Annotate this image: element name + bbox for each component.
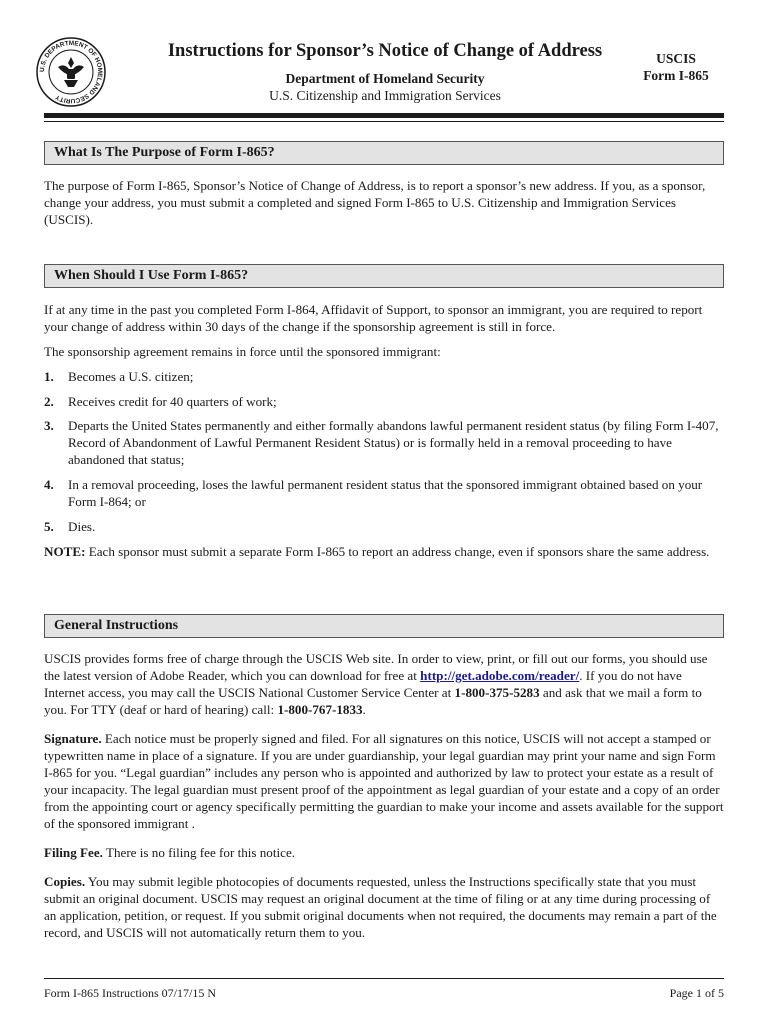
department-name: Department of Homeland Security [285,71,485,86]
header-divider-thick [44,113,724,118]
signature-text: Each notice must be properly signed and filed. For all signatures on this notice, USCIS will not accept a stamped or typewritten name in place of a signature. If you are under guardianship, your legal guardian may print your name and sign Form I-865 for you. “Legal guardian” includes any person who is appointed and authorized by law to protect your estate as a result of your incapacity. The legal guardian must present proof of the appointment as legal guardian of your estate and a copy of an order from the appointing court or agency specifically permitting the guardian to make your income and assets available for the support of the sponsored immigrant . [44,731,724,831]
dhs-seal-icon [36,37,106,107]
general-text: and ask that we mail a form to you. For TTY (deaf or hard of hearing) call: [44,684,702,717]
list-item [44,519,724,536]
section-heading-purpose: What Is The Purpose of Form I-865? [44,141,724,165]
filing-fee-paragraph [44,845,724,862]
adobe-reader-link[interactable]: http://get.adobe.com/reader/ [420,667,580,683]
section-heading-when: When Should I Use Form I-865? [44,264,724,288]
list-item-number: 4. [44,477,54,492]
list-item-text: Becomes a U.S. citizen; [68,369,194,384]
form-number: Form I-865 [643,68,709,83]
signature-paragraph [44,731,724,832]
list-item [44,418,724,469]
list-item [44,477,724,511]
list-item-text: Receives credit for 40 quarters of work; [68,394,277,409]
note-paragraph [44,544,724,561]
general-text: USCIS provides forms free of charge through the USCIS Web site. In order to view, print, or fill out our forms, you should use the latest version of Adobe Reader, which you can download for free at [44,651,708,683]
general-text: . If you do not have Internet access, you may call the USCIS National Customer Service Center at [44,667,682,700]
copies-text: You may submit legible photocopies of documents requested, unless the Instructions specifically state that you must submit an original document. USCIS may request an original document at the time of filing or at any time during processing of an application, petition, or request. If you submit original documents when not required, the documents may remain a part of the record, and USCIS will not automatically return them to you. [44,874,717,940]
signature-label: Signature. [44,731,102,746]
header-divider-thin [44,121,724,122]
page-header [0,0,770,112]
seal-text: U.S. DEPARTMENT OF HOMELAND SECURITY [38,39,104,105]
tty-phone: 1-800-767-1833 [277,701,363,717]
section-heading-general: General Instructions [44,614,724,638]
list-item-text: In a removal proceeding, loses the lawful permanent resident status that the sponsored immigrant obtained based on your Form I-864; or [68,477,703,509]
list-item [44,369,724,386]
agency-name: U.S. Citizenship and Immigration Services [269,88,501,103]
footer-page-number: Page 1 of 5 [669,986,724,1000]
filing-fee-text: There is no filing fee for this notice. [102,845,296,860]
agency-abbreviation: USCIS [656,51,696,66]
note-label: NOTE: [44,544,86,559]
general-text: . [362,701,366,717]
list-item-text: Dies. [68,519,96,534]
copies-paragraph [44,874,724,942]
list-item-number: 3. [44,418,54,433]
customer-service-phone: 1-800-375-5283 [454,684,540,700]
list-item-number: 5. [44,519,54,534]
list-item-text: Departs the United States permanently and either formally abandons lawful permanent resident status (by filing Form I-407, Record of Abandonment of Lawful Permanent Resident Status) or is formally held in a removal proceeding to have abandoned that status; [68,418,719,467]
list-item [44,394,724,411]
form-id-block [628,50,724,84]
when-paragraph-1: If at any time in the past you completed Form I-864, Affidavit of Support, to sponsor an immigrant, you are required to report your change of address within 30 days of the change if the sponsorship agreement is still in force. [44,302,703,334]
when-paragraph-2: The sponsorship agreement remains in force until the sponsored immigrant: [44,344,441,359]
list-item-number: 1. [44,369,54,384]
copies-label: Copies. [44,874,86,889]
purpose-paragraph: The purpose of Form I-865, Sponsor’s Notice of Change of Address, is to report a sponsor’s new address. If you, as a sponsor, change your address, you must submit a completed and signed Form I-865 to U.S. Citizenship and Immigration Services (USCIS). [44,178,706,227]
document-title: Instructions for Sponsor’s Notice of Change of Address [167,41,603,61]
footer-divider [44,978,724,979]
general-paragraph-forms [44,651,724,719]
note-text: Each sponsor must submit a separate Form I-865 to report an address change, even if sponsors share the same address. [85,544,710,559]
footer-form-info: Form I-865 Instructions 07/17/15 N [44,986,216,1000]
list-item-number: 2. [44,394,54,409]
filing-fee-label: Filing Fee. [44,845,103,860]
